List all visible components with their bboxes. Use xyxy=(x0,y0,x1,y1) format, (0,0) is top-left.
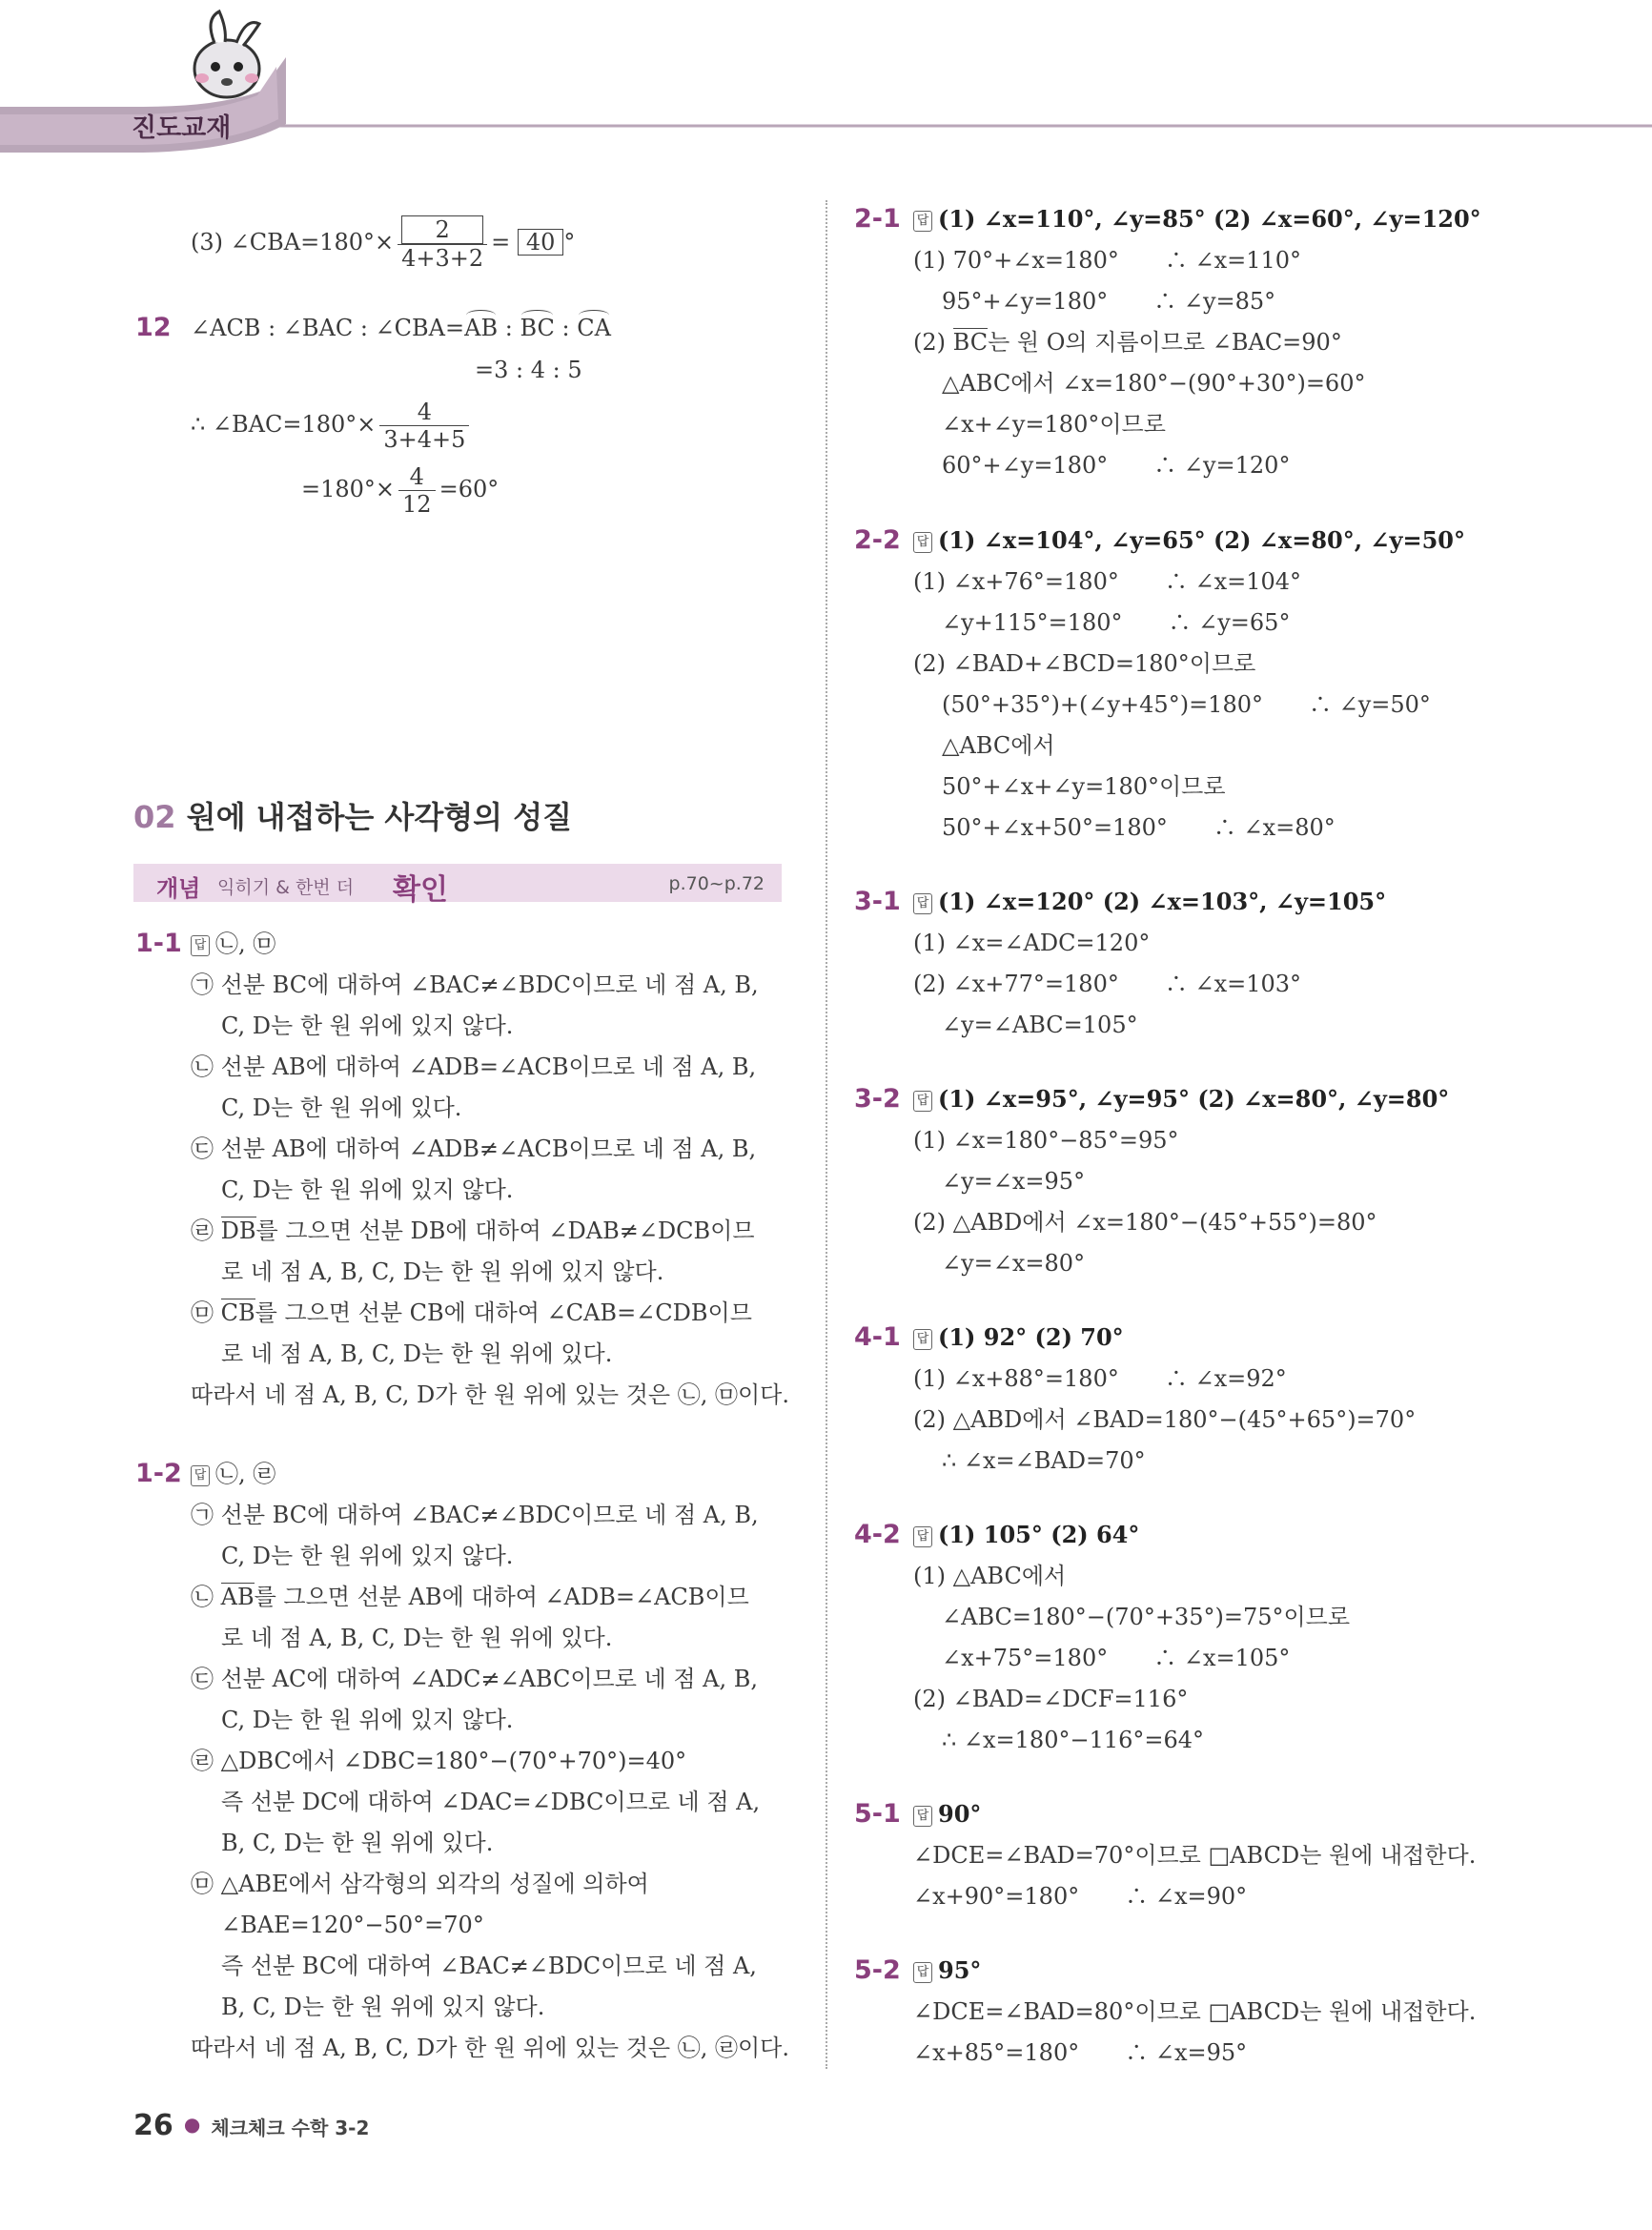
sol-1-2-line: ㉡ AB를 그으면 선분 AB에 대하여 ∠ADB=∠ACB이므 xyxy=(191,1584,749,1610)
answer-5-1: 답 90° xyxy=(913,1799,981,1830)
sol-1-1-line: ㉤ CB를 그으면 선분 CB에 대하여 ∠CAB=∠CDB이므 xyxy=(191,1299,752,1326)
footer-dot: ● xyxy=(183,2113,201,2136)
sol-1-1-line: C, D는 한 원 위에 있지 않다. xyxy=(221,1176,514,1203)
sol-2-1-line: △ABC에서 ∠x=180°−(90°+30°)=60° xyxy=(942,370,1366,397)
sol-2-2-line: (50°+35°)+(∠y+45°)=180° ∴ ∠y=50° xyxy=(942,691,1431,718)
sol-1-2-line: ㉤ △ABE에서 삼각형의 외각의 성질에 의하여 xyxy=(191,1871,649,1897)
sol-2-1-line: (2) BC는 원 O의 지름이므로 ∠BAC=90° xyxy=(913,329,1342,356)
sol-1-1-line: C, D는 한 원 위에 있지 않다. xyxy=(221,1013,514,1039)
sol-1-2-line: ∠BAE=120°−50°=70° xyxy=(221,1912,484,1938)
answer-1-2: 답 ㉡, ㉣ xyxy=(191,1459,275,1489)
problem-number-5-2: 5-2 xyxy=(854,1955,901,1985)
sol-4-2-line: (2) ∠BAD=∠DCF=116° xyxy=(913,1686,1189,1712)
sol-1-2-line: C, D는 한 원 위에 있지 않다. xyxy=(221,1707,514,1733)
answer-4-1: 답 (1) 92° (2) 70° xyxy=(913,1322,1124,1353)
sol-1-2-line: ㉣ △DBC에서 ∠DBC=180°−(70°+70°)=40° xyxy=(191,1748,687,1774)
answer-3-1: 답 (1) ∠x=120° (2) ∠x=103°, ∠y=105° xyxy=(913,887,1386,917)
answer-2-1: 답 (1) ∠x=110°, ∠y=85° (2) ∠x=60°, ∠y=120° xyxy=(913,204,1481,235)
sol-2-2-line: (2) ∠BAD+∠BCD=180°이므로 xyxy=(913,650,1256,677)
answer-5-2: 답 95° xyxy=(913,1955,981,1986)
sol-1-2-line: ㉠ 선분 BC에 대하여 ∠BAC≠∠BDC이므로 네 점 A, B, xyxy=(191,1502,759,1528)
section-title xyxy=(133,793,572,837)
sol-3-2-line: (2) △ABD에서 ∠x=180°−(45°+55°)=80° xyxy=(913,1209,1377,1236)
concept-banner: 개념 익히기 & 한번 더 확인 p.70~p.72 xyxy=(133,864,782,902)
footer xyxy=(133,2109,369,2142)
answer-3-2: 답 (1) ∠x=95°, ∠y=95° (2) ∠x=80°, ∠y=80° xyxy=(913,1084,1449,1115)
sol-5-2-line: ∠x+85°=180° ∴ ∠x=95° xyxy=(913,2039,1248,2066)
sol-3-2-line: (1) ∠x=180°−85°=95° xyxy=(913,1127,1179,1154)
sol-1-2-line: 로 네 점 A, B, C, D는 한 원 위에 있다. xyxy=(221,1625,613,1651)
sol-3-2-line: ∠y=∠x=95° xyxy=(942,1168,1086,1195)
problem-number-1-1: 1-1 xyxy=(135,929,182,958)
sol-2-2-line: (1) ∠x+76°=180° ∴ ∠x=104° xyxy=(913,568,1302,595)
sol-3-1-line: (2) ∠x+77°=180° ∴ ∠x=103° xyxy=(913,971,1302,997)
sol-1-2-line: B, C, D는 한 원 위에 있지 않다. xyxy=(221,1994,545,2020)
sol-2-2-line: ∠y+115°=180° ∴ ∠y=65° xyxy=(942,609,1291,636)
sol-1-2-line: ㉢ 선분 AC에 대하여 ∠ADC≠∠ABC이므로 네 점 A, B, xyxy=(191,1666,759,1692)
sol-1-1-line: ㉢ 선분 AB에 대하여 ∠ADB≠∠ACB이므로 네 점 A, B, xyxy=(191,1135,757,1162)
sol-3-1-line: (1) ∠x=∠ADC=120° xyxy=(913,930,1151,956)
sol-4-2-line: ∠ABC=180°−(70°+35°)=75°이므로 xyxy=(942,1604,1351,1630)
sol-1-2-line: 따라서 네 점 A, B, C, D가 한 원 위에 있는 것은 ㉡, ㉣이다. xyxy=(191,2035,789,2061)
sol-1-1-line: ㉣ DB를 그으면 선분 DB에 대하여 ∠DAB≠∠DCB이므 xyxy=(191,1217,755,1244)
sol-2-2-line: 50°+∠x+50°=180° ∴ ∠x=80° xyxy=(942,814,1336,841)
sol-2-1-line: (1) 70°+∠x=180° ∴ ∠x=110° xyxy=(913,247,1302,274)
sol-1-2-line: 즉 선분 DC에 대하여 ∠DAC=∠DBC이므로 네 점 A, xyxy=(221,1789,761,1815)
sol-1-1-line: 따라서 네 점 A, B, C, D가 한 원 위에 있는 것은 ㉡, ㉤이다. xyxy=(191,1381,789,1408)
problem-number-5-1: 5-1 xyxy=(854,1799,901,1829)
ratio-result: =3 : 4 : 5 xyxy=(475,357,582,383)
sol-5-1-line: ∠DCE=∠BAD=70°이므로 □ABCD는 원에 내접한다. xyxy=(913,1842,1477,1869)
sol-2-2-line: △ABC에서 xyxy=(942,732,1055,759)
book-title: 체크체크 수학 3-2 xyxy=(211,2117,370,2139)
sol-4-2-line: ∴ ∠x=180°−116°=64° xyxy=(942,1727,1205,1753)
sol-4-1-line: ∴ ∠x=∠BAD=70° xyxy=(942,1447,1146,1474)
rabbit-mascot xyxy=(194,11,259,97)
sol-3-2-line: ∠y=∠x=80° xyxy=(942,1250,1086,1277)
ratio-line: ∠ACB : ∠BAC : ∠CBA=AB : BC : CA xyxy=(191,315,611,341)
sol-2-1-line: 60°+∠y=180° ∴ ∠y=120° xyxy=(942,452,1291,479)
bac-line-1: ∴ ∠BAC=180°× $\frac{4}{3+4+5}$ xyxy=(191,399,473,453)
sol-1-1-line: C, D는 한 원 위에 있다. xyxy=(221,1095,462,1121)
sol-2-1-line: 95°+∠y=180° ∴ ∠y=85° xyxy=(942,288,1276,315)
section-number: 02 xyxy=(133,799,176,835)
column-divider xyxy=(826,200,827,2069)
sol-4-2-line: ∠x+75°=180° ∴ ∠x=105° xyxy=(942,1645,1291,1671)
answer-1-1: 답 ㉡, ㉤ xyxy=(191,929,275,959)
sol-4-1-line: (2) △ABD에서 ∠BAD=180°−(45°+65°)=70° xyxy=(913,1406,1417,1433)
sol-2-1-line: ∠x+∠y=180°이므로 xyxy=(942,411,1166,438)
sol-1-1-line: ㉡ 선분 AB에 대하여 ∠ADB=∠ACB이므로 네 점 A, B, xyxy=(191,1054,757,1080)
answer-4-2: 답 (1) 105° (2) 64° xyxy=(913,1520,1139,1550)
sol-1-1-line: ㉠ 선분 BC에 대하여 ∠BAC≠∠BDC이므로 네 점 A, B, xyxy=(191,972,759,998)
sol-4-2-line: (1) △ABC에서 xyxy=(913,1563,1067,1589)
sol-1-2-line: 즉 선분 BC에 대하여 ∠BAC≠∠BDC이므로 네 점 A, xyxy=(221,1953,757,1979)
problem-number-4-1: 4-1 xyxy=(854,1322,901,1352)
problem-number-12: 12 xyxy=(135,313,172,342)
section-heading: 원에 내접하는 사각형의 성질 xyxy=(186,799,573,835)
sol-5-2-line: ∠DCE=∠BAD=80°이므로 □ABCD는 원에 내접한다. xyxy=(913,1998,1477,2025)
sol-4-1-line: (1) ∠x+88°=180° ∴ ∠x=92° xyxy=(913,1365,1287,1392)
problem-number-2-2: 2-2 xyxy=(854,525,901,555)
sol-2-2-line: 50°+∠x+∠y=180°이므로 xyxy=(942,773,1226,800)
part-3-line: (3) ∠CBA=180°× $\frac{2}{4+3+2}$ = 40 ° xyxy=(191,216,576,272)
bac-line-2: =180°× $\frac{4}{12}$ =60° xyxy=(301,463,500,518)
page-number: 26 xyxy=(133,2109,173,2142)
problem-number-2-1: 2-1 xyxy=(854,204,901,234)
sol-5-1-line: ∠x+90°=180° ∴ ∠x=90° xyxy=(913,1883,1248,1910)
problem-number-3-2: 3-2 xyxy=(854,1084,901,1114)
sol-3-1-line: ∠y=∠ABC=105° xyxy=(942,1012,1138,1038)
header-title: 진도교재 xyxy=(132,113,232,143)
sol-1-1-line: 로 네 점 A, B, C, D는 한 원 위에 있지 않다. xyxy=(221,1258,664,1285)
problem-number-1-2: 1-2 xyxy=(135,1459,182,1488)
sol-1-2-line: C, D는 한 원 위에 있지 않다. xyxy=(221,1543,514,1569)
problem-number-4-2: 4-2 xyxy=(854,1520,901,1549)
problem-number-3-1: 3-1 xyxy=(854,887,901,916)
answer-2-2: 답 (1) ∠x=104°, ∠y=65° (2) ∠x=80°, ∠y=50° xyxy=(913,525,1465,556)
sol-1-2-line: B, C, D는 한 원 위에 있다. xyxy=(221,1830,494,1856)
header-band xyxy=(0,0,1652,162)
sol-1-1-line: 로 네 점 A, B, C, D는 한 원 위에 있다. xyxy=(221,1340,613,1367)
